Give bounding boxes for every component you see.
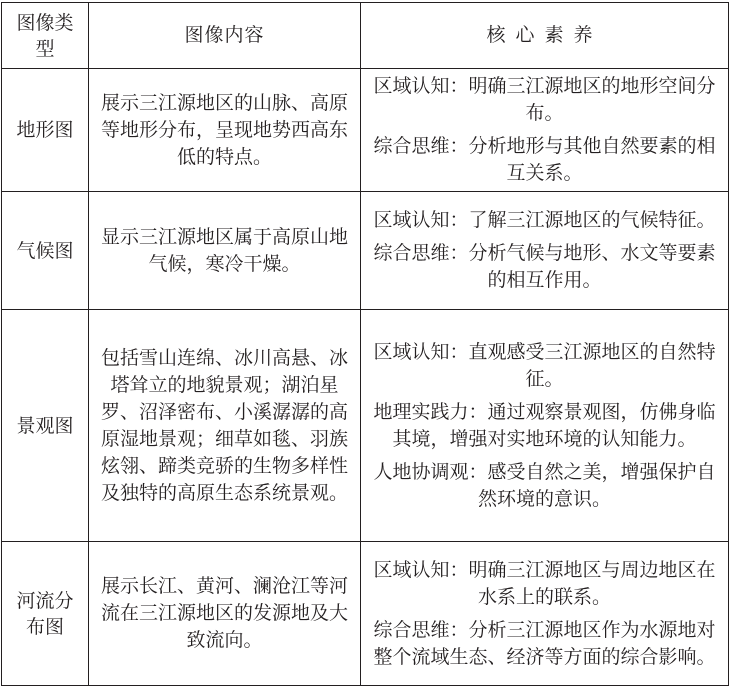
- cell-image-type: 气候图: [2, 192, 89, 310]
- header-image-content: 图像内容: [89, 3, 361, 69]
- core-item: 综合思维：分析气候与地形、水文等要素的相互作用。: [373, 242, 716, 291]
- cell-core-literacy: [361, 69, 729, 192]
- cell-core-literacy: [361, 310, 729, 542]
- cell-image-content: 展示长江、黄河、澜沧江等河流在三江源地区的发源地及大致流向。: [89, 542, 361, 686]
- core-item: 区域认知：明确三江源地区的地形空间分布。: [373, 75, 716, 124]
- core-item: 综合思维：分析地形与其他自然要素的相互关系。: [373, 135, 716, 184]
- core-item: 区域认知：了解三江源地区的气候特征。: [373, 209, 716, 231]
- cell-image-type: 河流分布图: [2, 542, 89, 686]
- core-item: 综合思维：分析三江源地区作为水源地对整个流域生态、经济等方面的综合影响。: [373, 618, 716, 668]
- cell-image-type: 地形图: [2, 69, 89, 192]
- table-header-row: [2, 3, 729, 69]
- cell-image-type: 景观图: [2, 310, 89, 542]
- core-item: 人地协调观：感受自然之美，增强保护自然环境的意识。: [373, 460, 716, 510]
- cell-image-content: 包括雪山连绵、冰川高悬、冰塔耸立的地貌景观；湖泊星罗、沼泽密布、小溪潺潺的高原湿地景观；细草如毯、羽族炫翎、蹄类竞骄的生物多样性及独特的高原生态系统景观。: [89, 310, 361, 542]
- table-row-rivers: [2, 542, 729, 686]
- core-item: 区域认知：明确三江源地区与周边地区在水系上的联系。: [373, 558, 716, 608]
- table-row-climate: [2, 192, 729, 310]
- cell-core-literacy: [361, 192, 729, 310]
- core-literacy-table: [1, 2, 729, 686]
- table-row-landscape: [2, 310, 729, 542]
- header-core-literacy: 核心素养: [361, 3, 729, 69]
- core-item: 区域认知：直观感受三江源地区的自然特征。: [373, 340, 716, 390]
- cell-core-literacy: [361, 542, 729, 686]
- cell-image-content: 展示三江源地区的山脉、高原等地形分布，呈现地势西高东低的特点。: [89, 69, 361, 192]
- cell-image-content: 显示三江源地区属于高原山地气候，寒冷干燥。: [89, 192, 361, 310]
- core-item: 地理实践力：通过观察景观图，仿佛身临其境，增强对实地环境的认知能力。: [373, 400, 716, 450]
- table-row-terrain: [2, 69, 729, 192]
- header-image-type: 图像类型: [2, 3, 89, 69]
